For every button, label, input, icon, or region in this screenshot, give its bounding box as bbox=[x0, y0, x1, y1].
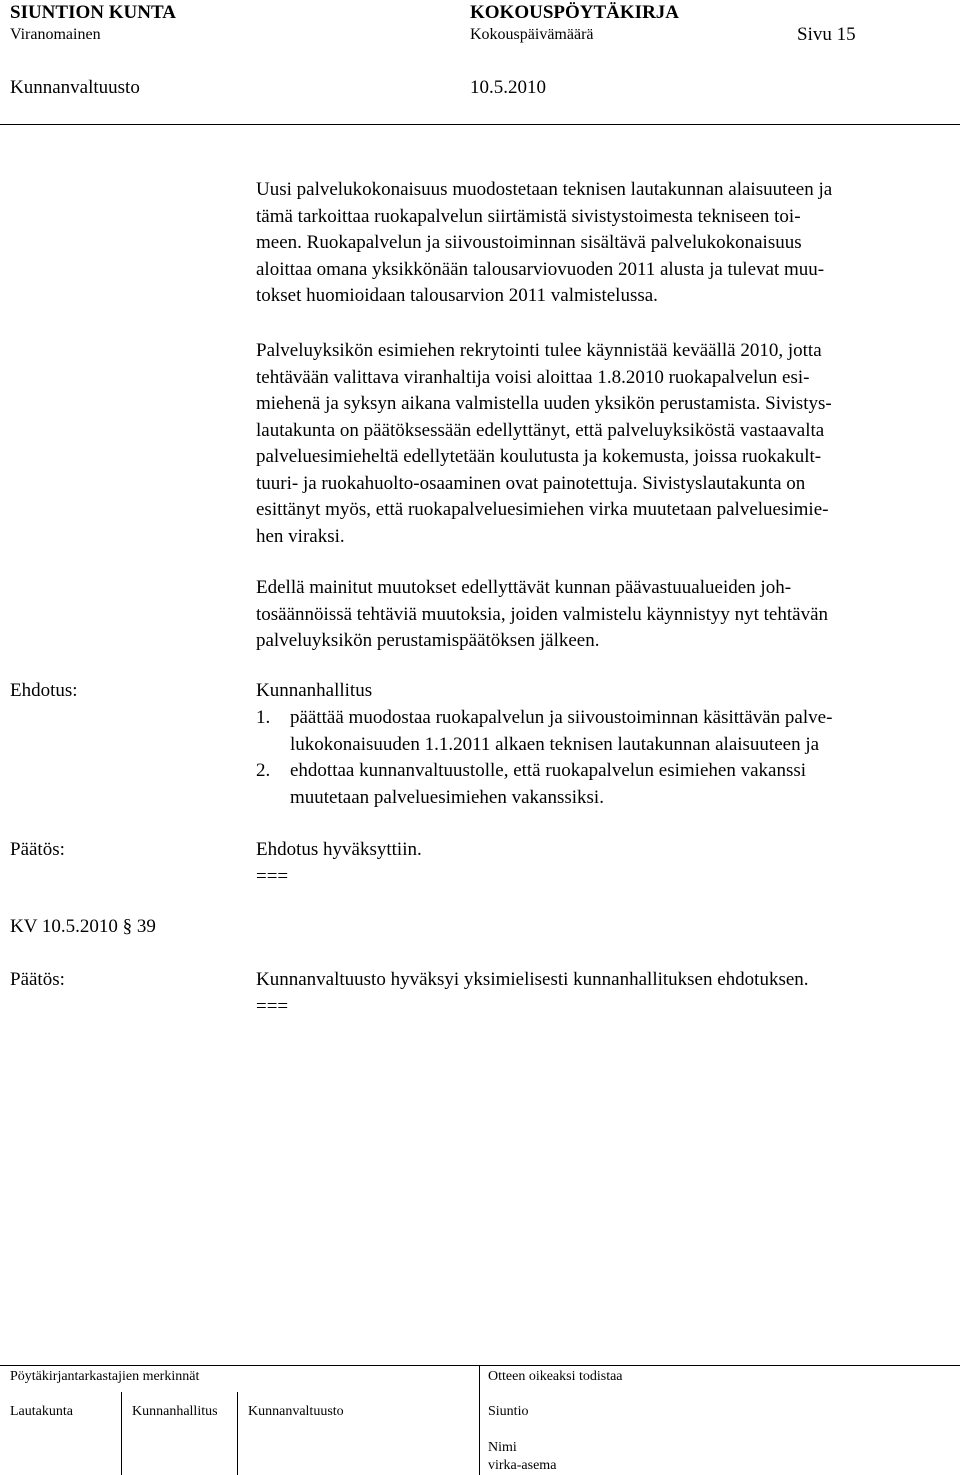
text-line: palveluyksikön perustamispäätöksen jälkeen. bbox=[256, 630, 600, 651]
footer-right-title: Otteen oikeaksi todistaa bbox=[488, 1369, 623, 1384]
text-line: päättää muodostaa ruokapalvelun ja siivoustoiminnan käsittävän palve- bbox=[290, 707, 833, 728]
list-number: 1. bbox=[256, 707, 271, 728]
proposal-list bbox=[256, 705, 832, 811]
authority-label: Viranomainen bbox=[10, 26, 101, 43]
page-number: Sivu 15 bbox=[797, 24, 856, 45]
separator: === bbox=[256, 865, 289, 887]
list-item bbox=[256, 705, 832, 758]
municipality-name: SIUNTION KUNTA bbox=[10, 2, 176, 23]
text-line: tämä tarkoittaa ruokapalvelun siirtämistä sivistystoimesta tekniseen toi- bbox=[256, 205, 801, 227]
list-number: 2. bbox=[256, 760, 271, 781]
proposal-label: Ehdotus: bbox=[10, 680, 78, 701]
text-line: palveluesimieheltä edellytetään koulutusta ja kokemusta, joissa ruokakult- bbox=[256, 446, 822, 467]
proposal-subject: Kunnanhallitus bbox=[256, 680, 373, 701]
text-line: meen. Ruokapalvelun ja siivoustoiminnan sisältävä palvelukokonaisuus bbox=[256, 232, 802, 253]
separator-2: === bbox=[256, 995, 289, 1017]
proposal-body bbox=[256, 678, 946, 705]
text-line: esittänyt myös, että ruokapalveluesimiehen virka muutetaan palveluesimie- bbox=[256, 499, 829, 520]
text-line: tokset huomioidaan talousarvion 2011 valmistelussa. bbox=[256, 285, 658, 306]
meeting-date-label: Kokouspäivämäärä bbox=[470, 26, 594, 43]
signature-footer bbox=[0, 1365, 960, 1475]
authority-name: Kunnanvaltuusto bbox=[10, 77, 140, 98]
footer-name: Nimi bbox=[488, 1440, 517, 1455]
header-divider bbox=[0, 124, 960, 125]
text-line: tuuri- ja ruokahuolto-osaaminen ovat painotettuja. Sivistyslautakunta on bbox=[256, 472, 806, 494]
decision-body bbox=[256, 837, 946, 890]
text-line: miehenä ja syksyn aikana valmistella uuden yksikön perustamista. Sivistys- bbox=[256, 393, 832, 414]
list-item bbox=[256, 758, 832, 811]
decision-label-2: Päätös: bbox=[10, 969, 65, 990]
footer-center-divider bbox=[479, 1365, 480, 1475]
paragraph-2 bbox=[256, 338, 946, 550]
text-line: ehdottaa kunnanvaltuustolle, että ruokapalvelun esimiehen vakanssi bbox=[290, 760, 807, 781]
paragraph-1 bbox=[256, 177, 946, 310]
footer-col-government: Kunnanhallitus bbox=[132, 1404, 218, 1419]
footer-col-divider-1 bbox=[121, 1392, 122, 1475]
footer-col-divider-2 bbox=[237, 1392, 238, 1475]
decision-label: Päätös: bbox=[10, 839, 65, 860]
footer-place: Siuntio bbox=[488, 1404, 529, 1419]
footer-col-council: Kunnanvaltuusto bbox=[248, 1404, 344, 1419]
decision-body-2 bbox=[256, 967, 946, 1020]
text-line: Palveluyksikön esimiehen rekrytointi tulee käynnistää keväällä 2010, jotta bbox=[256, 340, 822, 361]
council-reference: KV 10.5.2010 § 39 bbox=[10, 916, 156, 937]
paragraph-3 bbox=[256, 575, 946, 655]
text-line: tosäännöissä tehtäviä muutoksia, joiden valmistelu käynnistyy nyt tehtävän bbox=[256, 603, 829, 625]
text-line: Uusi palvelukokonaisuus muodostetaan teknisen lautakunnan alaisuuteen ja bbox=[256, 179, 833, 200]
decision-text: Ehdotus hyväksyttiin. bbox=[256, 839, 422, 860]
footer-top-line bbox=[0, 1365, 960, 1366]
text-line: Edellä mainitut muutokset edellyttävät kunnan päävastuualueiden joh- bbox=[256, 577, 792, 598]
footer-position: virka-asema bbox=[488, 1458, 557, 1473]
text-line: aloittaa omana yksikkönään talousarviovuoden 2011 alusta ja tulevat muu- bbox=[256, 258, 825, 280]
meeting-date: 10.5.2010 bbox=[470, 77, 546, 98]
text-line: muutetaan palveluesimiehen vakanssiksi. bbox=[290, 786, 604, 808]
text-line: hen viraksi. bbox=[256, 525, 345, 547]
footer-col-board: Lautakunta bbox=[10, 1404, 73, 1419]
footer-left-title: Pöytäkirjantarkastajien merkinnät bbox=[10, 1369, 200, 1384]
decision-text-2: Kunnanvaltuusto hyväksyi yksimielisesti kunnanhallituksen ehdotuksen. bbox=[256, 969, 809, 990]
text-line: lukokonaisuuden 1.1.2011 alkaen teknisen lautakunnan alaisuuteen ja bbox=[290, 733, 820, 755]
document-type: KOKOUSPÖYTÄKIRJA bbox=[470, 2, 680, 23]
text-line: lautakunta on päätöksessään edellyttänyt, että palveluyksiköstä vastaavalta bbox=[256, 419, 825, 441]
text-line: tehtävään valittava viranhaltija voisi aloittaa 1.8.2010 ruokapalvelun esi- bbox=[256, 366, 810, 388]
